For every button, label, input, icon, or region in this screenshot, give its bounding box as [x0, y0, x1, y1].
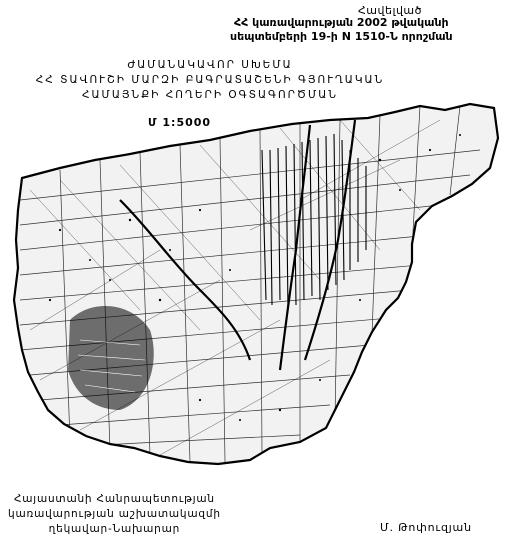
signatory-position: [8, 492, 221, 537]
map-scale: Մ 1:5000: [148, 116, 212, 129]
annex-label: Հավելված: [357, 4, 422, 17]
position-line: կառավարության աշխատակազմի: [8, 508, 221, 520]
position-line: ղեկավար-Նախարար: [48, 523, 181, 535]
signatory-name: Մ. Թոփուզյան: [380, 521, 472, 534]
community-boundary: [14, 104, 498, 464]
map-title-line: ՀՀ ՏԱՎՈՒՇԻ ՄԱՐԶԻ ԲԱԳՐԱՏԱՇԵՆԻ ԳՅՈՒՂԱԿԱՆ: [35, 74, 385, 86]
map-title-line: ՀԱՄԱՅՆՔԻ ՀՈՂԵՐԻ ՕԳՏԱԳՈՐԾՄԱՆ: [81, 89, 338, 101]
map-title: [0, 58, 420, 103]
position-line: Հայաստանի Հանրապետության: [13, 493, 215, 505]
decision-reference: [230, 16, 453, 44]
decision-line: սեպտեմբերի 19-ի N 1510-Ն որոշման: [230, 30, 453, 43]
decision-line: ՀՀ կառավարության 2002 թվականի: [234, 16, 449, 29]
map-title-line: ԺԱՄԱՆԱԿԱՎՈՐ ՍԽԵՄԱ: [127, 59, 293, 71]
